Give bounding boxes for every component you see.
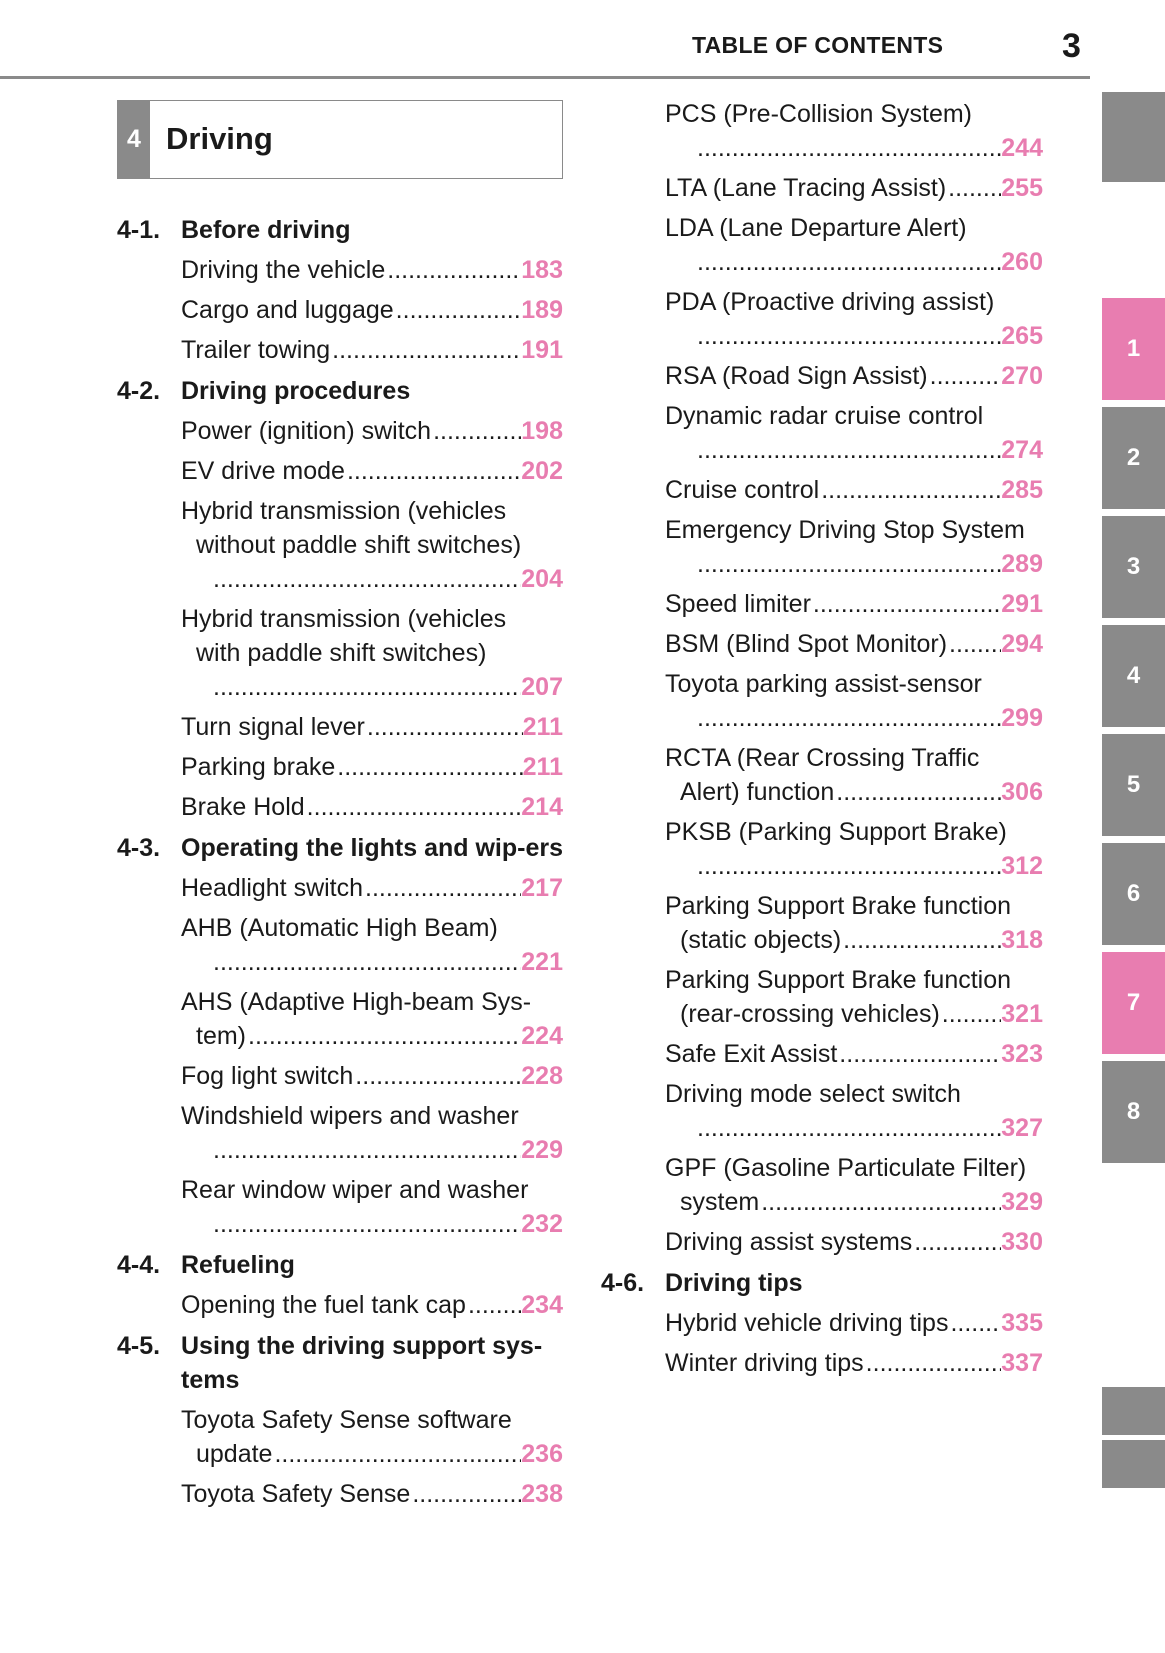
- section-title: Using the driving support sys-tems: [181, 1332, 543, 1394]
- page-reference-link[interactable]: 221: [521, 948, 563, 976]
- dot-leader: [213, 945, 521, 979]
- toc-entry[interactable]: [117, 253, 563, 287]
- section-number: 4-2.: [117, 377, 161, 405]
- entry-title-text: (rear-crossing vehicles): [680, 1000, 940, 1028]
- dot-leader: [697, 849, 1001, 883]
- toc-entry[interactable]: [601, 963, 1043, 1031]
- toc-entry-leader-line: [181, 871, 563, 905]
- dot-leader: [839, 1037, 1001, 1071]
- toc-entry[interactable]: [117, 333, 563, 367]
- toc-entry[interactable]: [601, 1306, 1043, 1340]
- toc-entry-leader-line: [665, 1111, 1043, 1145]
- page-reference-link[interactable]: 291: [1001, 590, 1043, 618]
- toc-entry[interactable]: [117, 985, 563, 1053]
- toc-entry[interactable]: [117, 1173, 563, 1241]
- page-reference-link[interactable]: 191: [521, 336, 563, 364]
- dot-leader: [950, 1306, 1001, 1340]
- entry-title-text: Toyota Safety Sense software: [181, 1406, 512, 1434]
- toc-entry[interactable]: [117, 871, 563, 905]
- entry-title-text: Hybrid transmission (vehicles: [181, 497, 507, 525]
- page-reference-link[interactable]: 270: [1001, 362, 1043, 390]
- toc-entry-line: [181, 1173, 563, 1207]
- toc-entry-line: [665, 963, 1043, 997]
- entry-title-text: Trailer towing: [181, 336, 331, 364]
- toc-entry-line: [665, 97, 1043, 131]
- toc-entry-line: [181, 528, 563, 562]
- toc-entry-line: [181, 602, 563, 636]
- page-reference-link[interactable]: 337: [1001, 1349, 1043, 1377]
- page-reference-link[interactable]: 318: [1001, 926, 1043, 954]
- entry-title-text: Driving assist systems: [665, 1228, 913, 1256]
- dot-leader: [836, 775, 1001, 809]
- toc-entry[interactable]: [117, 911, 563, 979]
- toc-entry-leader-line: [181, 1477, 563, 1511]
- entry-title-text: RSA (Road Sign Assist): [665, 362, 928, 390]
- toc-entry-line: [665, 513, 1043, 547]
- entry-title-text: Brake Hold: [181, 793, 305, 821]
- toc-entry-leader-line: [665, 131, 1043, 165]
- dot-leader: [307, 790, 522, 824]
- toc-entry[interactable]: [117, 1477, 563, 1511]
- entry-title-text: Emergency Driving Stop System: [665, 516, 1025, 544]
- page-reference-link[interactable]: 274: [1001, 436, 1043, 464]
- page-reference-link[interactable]: 285: [1001, 476, 1043, 504]
- header-divider: [0, 76, 1090, 79]
- section-number: 4-3.: [117, 834, 161, 862]
- toc-entry-leader-line: [665, 359, 1043, 393]
- entry-title-text: PKSB (Parking Support Brake): [665, 818, 1007, 846]
- toc-entry-line: [181, 494, 563, 528]
- page-reference-link[interactable]: 224: [521, 1022, 563, 1050]
- entry-title-text: Dynamic radar cruise control: [665, 402, 984, 430]
- entry-title-text: Fog light switch: [181, 1062, 354, 1090]
- entry-title-text: Windshield wipers and washer: [181, 1102, 519, 1130]
- toc-entry-leader-line: [665, 775, 1043, 809]
- toc-entry[interactable]: [601, 1077, 1043, 1145]
- entry-title-text: RCTA (Rear Crossing Traffic: [665, 744, 980, 772]
- toc-entry-leader-line: [665, 1306, 1043, 1340]
- toc-entry-leader-line: [665, 319, 1043, 353]
- entry-title-text: LTA (Lane Tracing Assist): [665, 174, 947, 202]
- toc-entry-leader-line: [181, 1133, 563, 1167]
- page-reference-link[interactable]: 335: [1001, 1309, 1043, 1337]
- toc-entry-leader-line: [665, 547, 1043, 581]
- dot-leader: [866, 1346, 1002, 1380]
- toc-entry-line: [665, 1077, 1043, 1111]
- toc-entry[interactable]: [601, 399, 1043, 467]
- dot-leader: [697, 319, 1001, 353]
- toc-entry[interactable]: [117, 454, 563, 488]
- chapter-tab-3[interactable]: 3: [1102, 516, 1165, 618]
- toc-section-heading: [601, 1266, 1043, 1300]
- entry-title-text: Driving the vehicle: [181, 256, 386, 284]
- entry-title-text: Opening the fuel tank cap: [181, 1291, 466, 1319]
- entry-title-text: with paddle shift switches): [196, 639, 487, 667]
- toc-entry-leader-line: [665, 627, 1043, 661]
- toc-entry[interactable]: [601, 473, 1043, 507]
- toc-entry[interactable]: [601, 667, 1043, 735]
- dot-leader: [412, 1477, 521, 1511]
- toc-entry-leader-line: [665, 171, 1043, 205]
- side-tab-blank[interactable]: [1102, 1440, 1165, 1488]
- toc-entry-line: [665, 667, 1043, 701]
- entry-title-text: AHB (Automatic High Beam): [181, 914, 498, 942]
- toc-entry-leader-line: [181, 750, 563, 784]
- page-reference-link[interactable]: 204: [521, 565, 563, 593]
- toc-entry-line: [665, 399, 1043, 433]
- toc-entry[interactable]: [117, 1288, 563, 1322]
- page-reference-link[interactable]: 217: [521, 874, 563, 902]
- entry-title-text: LDA (Lane Departure Alert): [665, 214, 967, 242]
- toc-entry[interactable]: [601, 741, 1043, 809]
- entry-title-text: BSM (Blind Spot Monitor): [665, 630, 948, 658]
- dot-leader: [930, 359, 1002, 393]
- toc-entry-leader-line: [181, 454, 563, 488]
- toc-entry[interactable]: [601, 285, 1043, 353]
- page-reference-link[interactable]: 234: [521, 1291, 563, 1319]
- dot-leader: [387, 253, 521, 287]
- dot-leader: [274, 1437, 521, 1471]
- toc-entry[interactable]: [117, 710, 563, 744]
- toc-entry[interactable]: [601, 627, 1043, 661]
- section-number: 4-1.: [117, 216, 161, 244]
- toc-entry-leader-line: [665, 587, 1043, 621]
- section-title: Operating the lights and wip-ers: [181, 834, 563, 862]
- page-reference-link[interactable]: 260: [1001, 248, 1043, 276]
- toc-entry[interactable]: [601, 1037, 1043, 1071]
- section-number: 4-5.: [117, 1332, 161, 1360]
- dot-leader: [355, 1059, 521, 1093]
- toc-entry-leader-line: [181, 1437, 563, 1471]
- page-reference-link[interactable]: 189: [521, 296, 563, 324]
- section-title: Before driving: [181, 216, 351, 244]
- entry-title-text: Winter driving tips: [665, 1349, 864, 1377]
- toc-entry[interactable]: [601, 587, 1043, 621]
- toc-section-heading: [117, 374, 563, 408]
- toc-entry-leader-line: [665, 1037, 1043, 1071]
- entry-title-text: update: [196, 1440, 273, 1468]
- toc-entry-leader-line: [665, 923, 1043, 957]
- section-number: 4-6.: [601, 1269, 645, 1297]
- dot-leader: [813, 587, 1001, 621]
- entry-title-text: Cargo and luggage: [181, 296, 394, 324]
- page-reference-link[interactable]: 238: [521, 1480, 563, 1508]
- toc-entry-leader-line: [181, 1288, 563, 1322]
- toc-entry-leader-line: [181, 710, 563, 744]
- side-tab-blank[interactable]: [1102, 92, 1165, 182]
- entry-title-text: Toyota Safety Sense: [181, 1480, 411, 1508]
- toc-entry[interactable]: [601, 889, 1043, 957]
- dot-leader: [337, 750, 522, 784]
- dot-leader: [697, 131, 1001, 165]
- toc-entry[interactable]: [601, 1151, 1043, 1219]
- dot-leader: [367, 710, 523, 744]
- dot-leader: [213, 1207, 521, 1241]
- toc-entry-leader-line: [181, 790, 563, 824]
- page-reference-link[interactable]: 299: [1001, 704, 1043, 732]
- entry-title-text: PCS (Pre-Collision System): [665, 100, 973, 128]
- page-reference-link[interactable]: 323: [1001, 1040, 1043, 1068]
- toc-entry-line: [181, 636, 563, 670]
- toc-entry-leader-line: [181, 670, 563, 704]
- section-title: Driving tips: [665, 1269, 803, 1297]
- toc-section-heading: [117, 1329, 563, 1397]
- page-reference-link[interactable]: 244: [1001, 134, 1043, 162]
- entry-title-text: Hybrid vehicle driving tips: [665, 1309, 949, 1337]
- dot-leader: [942, 997, 1001, 1031]
- chapter-number: 4: [118, 101, 150, 178]
- page-reference-link[interactable]: 211: [522, 713, 563, 741]
- dot-leader: [697, 245, 1001, 279]
- toc-entry[interactable]: [117, 750, 563, 784]
- toc-section-heading: [117, 213, 563, 247]
- entry-title-text: Parking Support Brake function: [665, 892, 1012, 920]
- entry-title-text: system: [680, 1188, 760, 1216]
- toc-entry[interactable]: [601, 97, 1043, 165]
- dot-leader: [347, 454, 521, 488]
- toc-entry[interactable]: [601, 211, 1043, 279]
- toc-entry[interactable]: [117, 494, 563, 596]
- page-reference-link[interactable]: 330: [1001, 1228, 1043, 1256]
- chapter-tab-5[interactable]: 5: [1102, 734, 1165, 836]
- toc-entry-leader-line: [665, 1225, 1043, 1259]
- toc-entry-leader-line: [665, 1185, 1043, 1219]
- dot-leader: [213, 1133, 521, 1167]
- toc-entry-line: [665, 889, 1043, 923]
- toc-entry-line: [665, 285, 1043, 319]
- toc-entry-leader-line: [665, 997, 1043, 1031]
- page-reference-link[interactable]: 232: [521, 1210, 563, 1238]
- dot-leader: [468, 1288, 521, 1322]
- toc-entry-leader-line: [181, 414, 563, 448]
- chapter-title: Driving: [166, 121, 273, 156]
- toc-entry-line: [665, 741, 1043, 775]
- page-reference-link[interactable]: 236: [521, 1440, 563, 1468]
- toc-entry-leader-line: [181, 945, 563, 979]
- toc-entry-leader-line: [181, 1207, 563, 1241]
- entry-title-text: Cruise control: [665, 476, 820, 504]
- header-title: TABLE OF CONTENTS: [692, 32, 944, 58]
- dot-leader: [213, 670, 521, 704]
- page-reference-link[interactable]: 265: [1001, 322, 1043, 350]
- toc-entry[interactable]: [117, 293, 563, 327]
- toc-entry-line: [665, 211, 1043, 245]
- toc-entry[interactable]: [601, 171, 1043, 205]
- page-reference-link[interactable]: 329: [1001, 1188, 1043, 1216]
- dot-leader: [332, 333, 521, 367]
- dot-leader: [761, 1185, 1001, 1219]
- entry-title-text: Toyota parking assist-sensor: [665, 670, 982, 698]
- toc-entry-line: [181, 1403, 563, 1437]
- toc-entry[interactable]: [117, 602, 563, 704]
- section-title: Refueling: [181, 1251, 295, 1279]
- toc-entry-line: [665, 1151, 1043, 1185]
- toc-entry-leader-line: [181, 253, 563, 287]
- toc-entry-line: [181, 1099, 563, 1133]
- toc-entry-leader-line: [181, 1019, 563, 1053]
- page-reference-link[interactable]: 228: [521, 1062, 563, 1090]
- entry-title-text: Safe Exit Assist: [665, 1040, 838, 1068]
- entry-title-text: EV drive mode: [181, 457, 345, 485]
- toc-entry-leader-line: [665, 433, 1043, 467]
- entry-title-text: GPF (Gasoline Particulate Filter): [665, 1154, 1027, 1182]
- page-reference-link[interactable]: 214: [521, 793, 563, 821]
- entry-title-text: AHS (Adaptive High-beam Sys-: [181, 988, 532, 1016]
- section-title: Driving procedures: [181, 377, 411, 405]
- dot-leader: [697, 433, 1001, 467]
- toc-entry-leader-line: [181, 333, 563, 367]
- chapter-tab-1[interactable]: 1: [1102, 298, 1165, 400]
- page-reference-link[interactable]: 312: [1001, 852, 1043, 880]
- chapter-tab-8[interactable]: 8: [1102, 1061, 1165, 1163]
- dot-leader: [396, 293, 522, 327]
- dot-leader: [697, 1111, 1001, 1145]
- chapter-tab-7[interactable]: 7: [1102, 952, 1165, 1054]
- chapter-tab-2[interactable]: 2: [1102, 407, 1165, 509]
- toc-entry-leader-line: [181, 1059, 563, 1093]
- page-reference-link[interactable]: 306: [1001, 778, 1043, 806]
- dot-leader: [248, 1019, 521, 1053]
- toc-entry-line: [665, 815, 1043, 849]
- entry-title-text: Driving mode select switch: [665, 1080, 961, 1108]
- dot-leader: [697, 701, 1001, 735]
- toc-entry[interactable]: [117, 790, 563, 824]
- dot-leader: [948, 171, 1001, 205]
- dot-leader: [697, 547, 1001, 581]
- toc-left-column: [117, 206, 563, 1511]
- toc-section-heading: [117, 1248, 563, 1282]
- entry-title-text: tem): [196, 1022, 246, 1050]
- toc-right-column: [601, 91, 1043, 1380]
- entry-title-text: Power (ignition) switch: [181, 417, 432, 445]
- toc-entry[interactable]: [601, 1225, 1043, 1259]
- toc-entry[interactable]: [117, 1403, 563, 1471]
- toc-entry-line: [181, 985, 563, 1019]
- dot-leader: [949, 627, 1001, 661]
- toc-entry-leader-line: [665, 701, 1043, 735]
- toc-entry[interactable]: [601, 1346, 1043, 1380]
- entry-title-text: Parking Support Brake function: [665, 966, 1012, 994]
- page-reference-link[interactable]: 183: [521, 256, 563, 284]
- entry-title-text: PDA (Proactive driving assist): [665, 288, 995, 316]
- page-reference-link[interactable]: 198: [521, 417, 563, 445]
- toc-entry[interactable]: [601, 513, 1043, 581]
- entry-title-text: Turn signal lever: [181, 713, 365, 741]
- dot-leader: [213, 562, 521, 596]
- page-reference-link[interactable]: 327: [1001, 1114, 1043, 1142]
- toc-entry[interactable]: [601, 815, 1043, 883]
- toc-entry-leader-line: [665, 473, 1043, 507]
- page-reference-link[interactable]: 211: [522, 753, 563, 781]
- toc-entry[interactable]: [601, 359, 1043, 393]
- entry-title-text: Parking brake: [181, 753, 336, 781]
- chapter-tab-6[interactable]: 6: [1102, 843, 1165, 945]
- entry-title-text: Alert) function: [680, 778, 835, 806]
- dot-leader: [365, 871, 521, 905]
- toc-entry-leader-line: [665, 1346, 1043, 1380]
- page-reference-link[interactable]: 202: [521, 457, 563, 485]
- page-reference-link[interactable]: 255: [1001, 174, 1043, 202]
- dot-leader: [433, 414, 521, 448]
- toc-entry-leader-line: [181, 293, 563, 327]
- dot-leader: [914, 1225, 1001, 1259]
- entry-title-text: Hybrid transmission (vehicles: [181, 605, 507, 633]
- page-reference-link[interactable]: 207: [521, 673, 563, 701]
- page-reference-link[interactable]: 294: [1001, 630, 1043, 658]
- page-reference-link[interactable]: 289: [1001, 550, 1043, 578]
- section-number: 4-4.: [117, 1251, 161, 1279]
- page-reference-link[interactable]: 321: [1001, 1000, 1043, 1028]
- chapter-heading: [117, 100, 563, 179]
- toc-entry-leader-line: [665, 849, 1043, 883]
- toc-entry[interactable]: [117, 1059, 563, 1093]
- toc-section-heading: [117, 831, 563, 865]
- chapter-tab-4[interactable]: 4: [1102, 625, 1165, 727]
- toc-entry[interactable]: [117, 1099, 563, 1167]
- toc-entry[interactable]: [117, 414, 563, 448]
- side-tab-blank[interactable]: [1102, 1387, 1165, 1435]
- entry-title-text: (static objects): [680, 926, 842, 954]
- entry-title-text: Headlight switch: [181, 874, 364, 902]
- page-reference-link[interactable]: 229: [521, 1136, 563, 1164]
- dot-leader: [843, 923, 1001, 957]
- entry-title-text: Speed limiter: [665, 590, 811, 618]
- toc-entry-line: [181, 911, 563, 945]
- toc-entry-leader-line: [181, 562, 563, 596]
- dot-leader: [821, 473, 1001, 507]
- entry-title-text: Rear window wiper and washer: [181, 1176, 529, 1204]
- page-number: 3: [1062, 27, 1081, 65]
- toc-entry-leader-line: [665, 245, 1043, 279]
- entry-title-text: without paddle shift switches): [196, 531, 522, 559]
